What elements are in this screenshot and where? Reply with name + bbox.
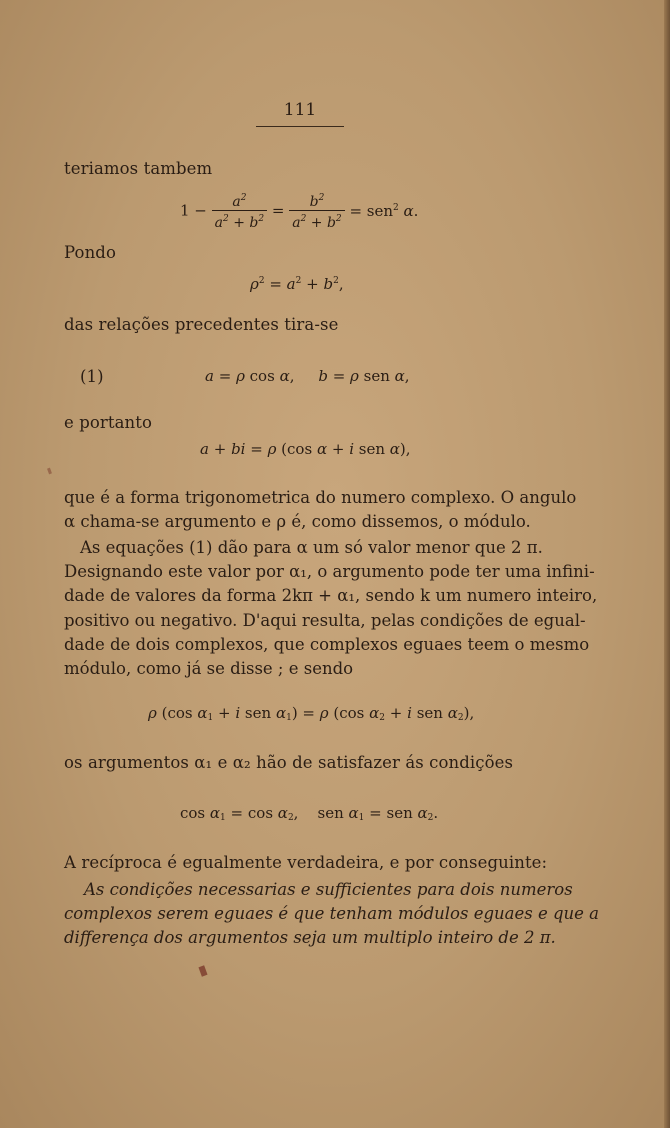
text-teriamos: teriamos tambem (64, 159, 213, 178)
page-number-rule (256, 126, 344, 127)
page-edge (664, 0, 670, 1128)
text-relacoes: das relações precedentes tira-se (64, 315, 339, 334)
text-line: As condições necessarias e sufficientes para dois numeros (84, 880, 573, 899)
text-line: que é a forma trigonometrica do numero complexo. O angulo (64, 488, 577, 507)
text-line: módulo, como já se disse ; e sendo (64, 658, 354, 678)
text-pondo: Pondo (64, 243, 116, 262)
text-line: dade de dois complexos, que complexos eguaes teem o mesmo (64, 634, 590, 654)
paragraph-equacoes (64, 536, 598, 681)
text-line: complexos serem eguaes é que tenham módulos eguaes e que a (64, 904, 600, 924)
formula-trigonometric-form: a + bi = ρ (cos α + i sen α), (200, 440, 411, 458)
formula-rho-squared: $\rho^2 = a^2 + b^2$, (250, 275, 344, 293)
paragraph-forma-trigonometrica (64, 486, 577, 534)
text-reciproca: A recíproca é egualmente verdadeira, e por conseguinte: (64, 853, 548, 872)
formula-equal-complexes: ρ (cos $\alpha_1 + i$ sen $\alpha_1) = \rho$ (cos $\alpha_2 + i$ sen $\alpha_2$), (148, 704, 475, 723)
text-line: dade de valores da forma 2kπ + α₁, sendo k um numero inteiro, (64, 586, 598, 606)
text-line: As equações (1) dão para α um só valor menor que 2 π. (80, 538, 543, 557)
formula-sen-squared: 1 − $\frac{a^2}{a^2 + b^2}$ = $\frac{b^2}{a^2 + b^2}$ = sen$^2$ α. (180, 190, 418, 231)
text-line: Designando este valor por α₁, o argumento pode ter uma infini- (64, 562, 595, 582)
text-line: positivo ou negativo. D'aqui resulta, pelas condições de egual- (64, 610, 586, 630)
formula-polar-components: a = ρ cos α, b = ρ sen α, (205, 367, 410, 385)
text-argumentos: os argumentos α₁ e α₂ hão de satisfazer ás condições (64, 753, 514, 772)
equation-label-1: (1) (80, 367, 104, 386)
formula-cos-sen-equal: $\cos \alpha_1 = \cos \alpha_2$, sen $\alpha_1$ = sen $\alpha_2$. (180, 804, 439, 823)
text-line: α chama-se argumento e ρ é, como dissemos, o módulo. (64, 512, 531, 532)
theorem-statement (64, 878, 600, 951)
page-number: 111 (283, 100, 317, 120)
text-line: differença dos argumentos seja um multiplo inteiro de 2 π. (64, 928, 556, 948)
text-portanto: e portanto (64, 413, 153, 432)
